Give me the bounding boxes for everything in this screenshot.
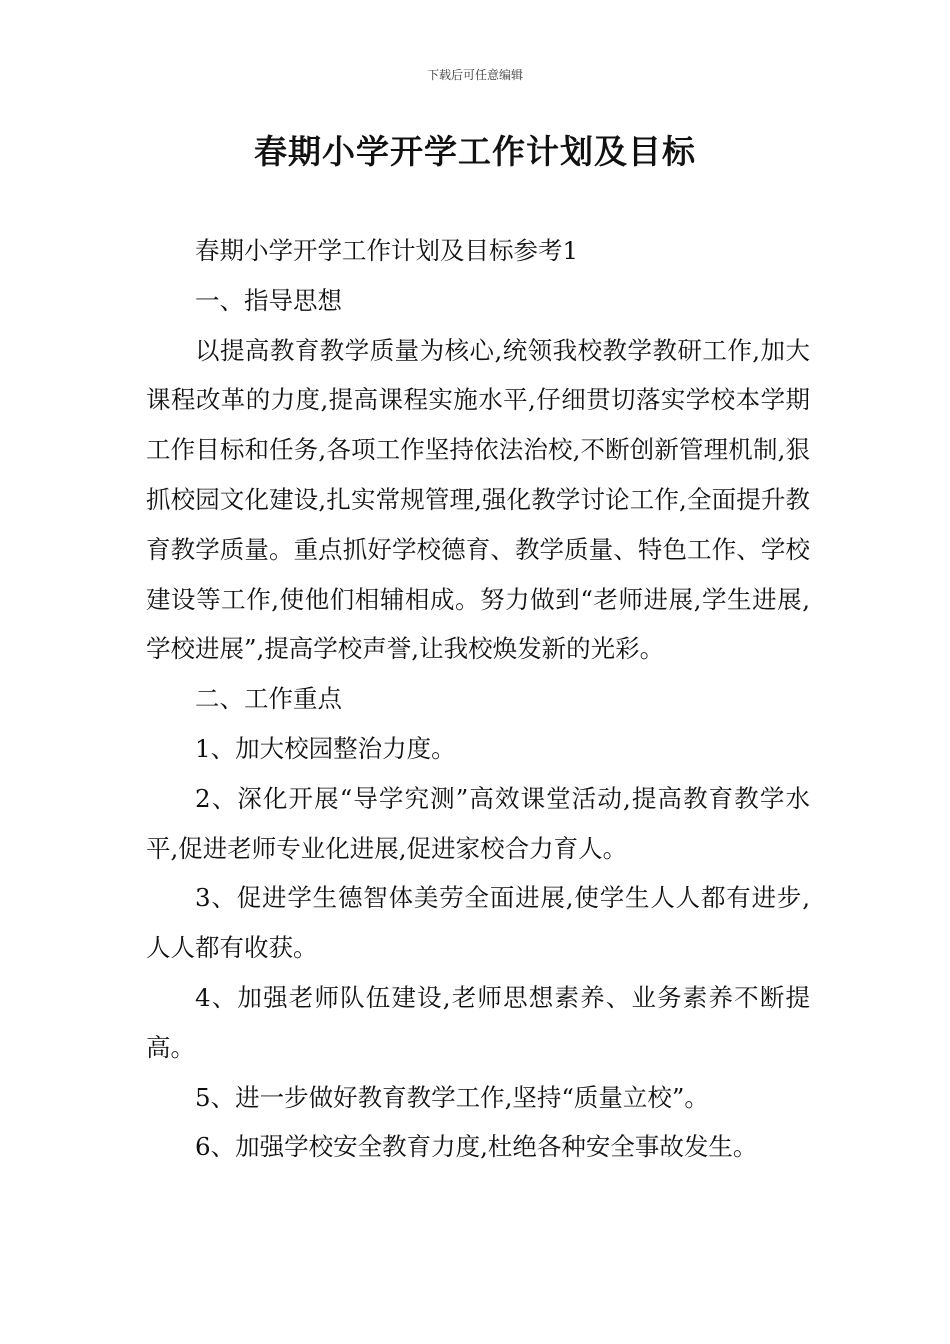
list-item-1: 1、加大校园整治力度。 [195, 733, 456, 763]
list-item-2: 2、深化开展“导学究测”高效课堂活动,提高教育教学水平,促进老师专业化进展,促进家校合力育人。 [146, 783, 810, 863]
list-item-6: 6、加强学校安全教育力度,杜绝各种安全事故发生。 [195, 1132, 758, 1162]
document-body [146, 226, 810, 1172]
section-heading-work-focus: 二、工作重点 [195, 684, 342, 714]
subtitle-paragraph: 春期小学开学工作计划及目标参考1 [195, 236, 579, 265]
body-paragraph: 以提高教育教学质量为核心,统领我校教学教研工作,加大课程改革的力度,提高课程实施水平,仔细贯切落实学校本学期工作目标和任务,各项工作坚持依法治校,不断创新管理机制,狠抓校园文化建设,扎实常规管理,强化教学讨论工作,全面提升教育教学质量。重点抓好学校德育、教学质量、特色工作、学校建设等工作,使他们相辅相成。努力做到“老师进展,学生进展,学校进展”,提高学校声誉,让我校焕发新的光彩。 [146, 335, 810, 664]
document-title: 春期小学开学工作计划及目标 [254, 132, 696, 171]
header-note: 下载后可任意编辑 [426, 68, 523, 82]
section-heading-guiding-thought: 一、指导思想 [195, 285, 342, 315]
list-item-5: 5、进一步做好教育教学工作,坚持“质量立校”。 [195, 1082, 709, 1112]
list-item-4: 4、加强老师队伍建设,老师思想素养、业务素养不断提高。 [146, 982, 810, 1062]
list-item-3: 3、促进学生德智体美劳全面进展,使学生人人都有进步,人人都有收获。 [146, 883, 810, 963]
